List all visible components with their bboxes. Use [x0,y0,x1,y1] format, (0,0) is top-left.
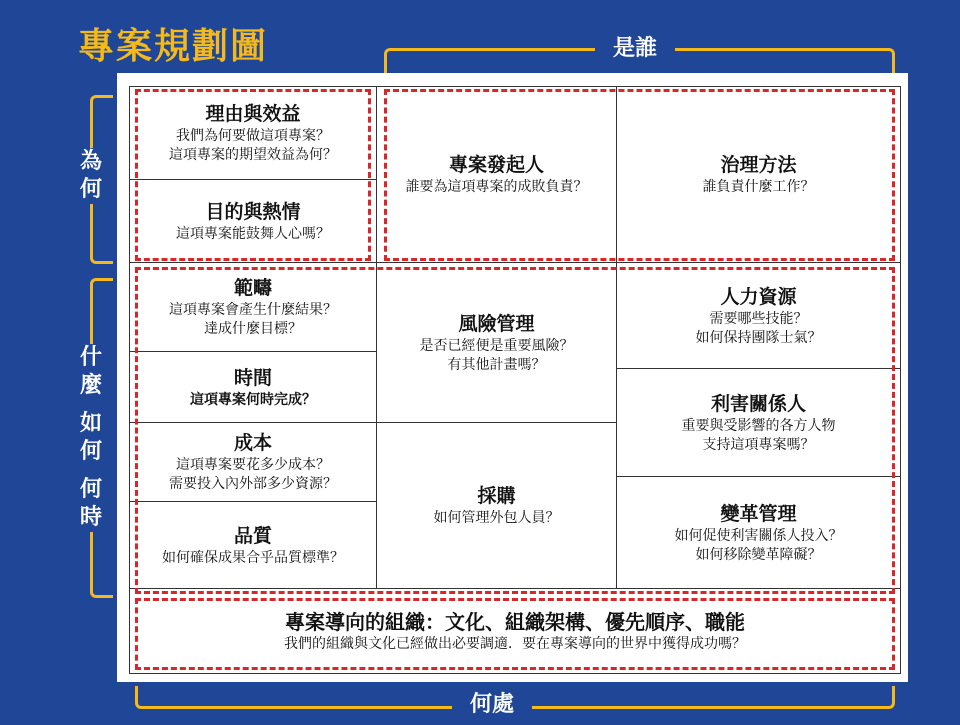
governance-desc: 誰負責什麼工作？ [702,179,815,195]
cost-title: 成本 [233,432,272,454]
time-desc: 這項專案何時完成？ [190,391,316,408]
scope-desc: 這項專案會產生什麼結果？ 達成什麼目標？ [169,302,337,337]
procurement-title: 採購 [477,485,516,507]
cost-desc: 這項專案要花多少成本？ 需要投入內外部多少資源？ [169,457,337,492]
stakeholders-title: 利害關係人 [710,392,806,415]
who-dashed-group [384,89,895,261]
time-title: 時間 [233,366,272,389]
sponsor-desc: 誰要為這項專案的成敗負責？ [405,179,588,195]
reasons-desc: 我們為何要做這項專案？ 這項專案的期望效益為何？ [169,128,337,163]
who-label: 是誰 [595,34,675,64]
risk-title: 風險管理 [458,312,535,335]
governance-title: 治理方法 [720,154,797,176]
what-char-2: 麼 [79,373,102,398]
where-label: 何處 [452,690,532,720]
sponsor-title: 專案發起人 [448,154,544,176]
change-desc: 如何促使利害關係人投入？ 如何移除變革障礙？ [674,527,843,563]
change-title: 變革管理 [720,502,797,525]
hr-desc: 需要哪些技能？ 如何保持團隊士氣？ [695,310,822,346]
purpose-desc: 這項專案能鼓舞人心嗎？ [176,225,330,242]
where-dashed-group [135,598,895,670]
scope-title: 範疇 [233,277,272,299]
reasons-title: 理由與效益 [205,103,301,125]
what-dashed-group [135,267,895,594]
why-dashed-group [135,89,371,261]
why-char-1: 為 [79,149,102,174]
when-char-2: 時 [79,505,102,530]
when-char-1: 何 [79,477,102,502]
why-char-2: 何 [79,177,102,202]
purpose-title: 目的與熱情 [205,200,301,223]
what-char-1: 什 [79,345,102,370]
quality-desc: 如何確保成果合乎品質標準？ [162,549,344,566]
org-title: 專案導向的組織：文化、組織架構、優先順序、職能 [285,609,745,634]
org-desc: 我們的組織與文化已經做出必要調適．要在專案導向的世界中獲得成功嗎？ [284,635,746,652]
how-char-1: 如 [79,411,102,436]
why-label [76,148,106,204]
procurement-desc: 如何管理外包人員？ [433,510,560,526]
how-char-2: 何 [79,439,102,464]
risk-desc: 是否已經便是重要風險？ 有其他計畫嗎？ [419,337,574,373]
page-title: 專案規劃圖 [78,26,269,67]
what-how-when-label [76,344,106,532]
quality-title: 品質 [233,524,272,547]
stakeholders-desc: 重要與受影響的各方人物 支持這項專案嗎？ [681,417,836,453]
hr-title: 人力資源 [720,285,797,308]
